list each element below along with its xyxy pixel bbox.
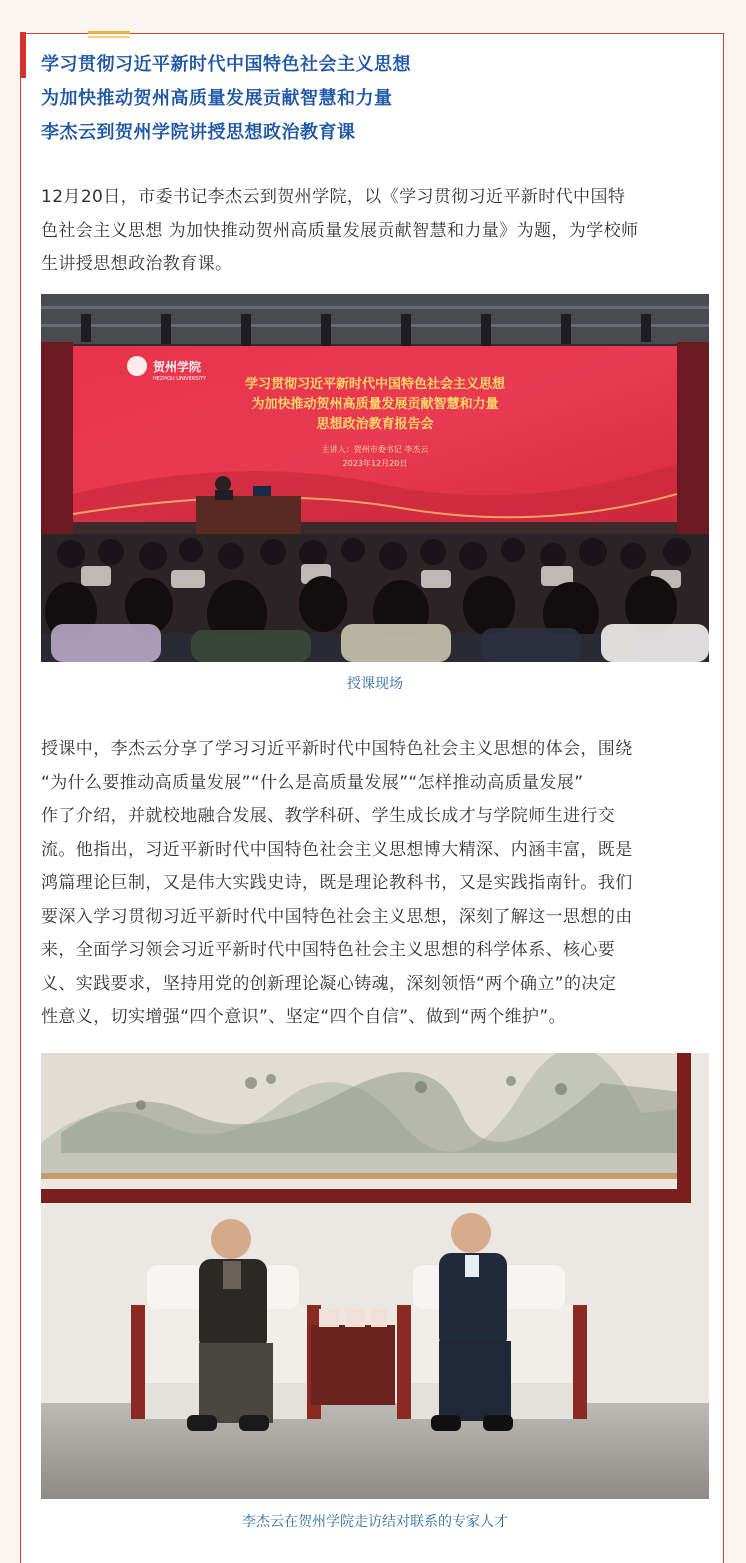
headline-line-3: 李杰云到贺州学院讲授思想政治教育课 — [41, 122, 356, 143]
intro-line: 生讲授思想政治教育课。 — [41, 254, 233, 274]
banner-logo-sub: HEZHOU UNIVERSITY — [153, 376, 206, 382]
banner-title-2: 为加快推动贺州高质量发展贡献智慧和力量 — [251, 397, 499, 412]
photo-1-caption: 授课现场 — [347, 676, 403, 692]
body-paragraph — [41, 733, 709, 1035]
body-line: 流。他指出，习近平新时代中国特色社会主义思想博大精深、内涵丰富，既是 — [41, 839, 633, 860]
body-line: 授课中，李杰云分享了学习习近平新时代中国特色社会主义思想的体会，围绕 — [41, 739, 633, 759]
meeting-photo — [41, 1053, 709, 1499]
accent-tab — [20, 32, 26, 78]
body-line: 要深入学习贯彻习近平新时代中国特色社会主义思想，深刻了解这一思想的由 — [41, 906, 633, 927]
photo-2-caption: 李杰云在贺州学院走访结对联系的专家人才 — [242, 1514, 508, 1530]
lecture-photo — [41, 294, 709, 662]
audience — [41, 534, 709, 662]
university-logo-icon — [127, 356, 147, 376]
headline-line-1: 学习贯彻习近平新时代中国特色社会主义思想 — [41, 54, 411, 75]
side-table — [311, 1325, 395, 1405]
body-line: 性意义，切实增强“四个意识”、坚定“四个自信”、做到“两个维护”。 — [41, 1007, 567, 1027]
body-line: 鸿篇理论巨制，又是伟大实践史诗，既是理论教科书，又是实践指南针。我们 — [41, 873, 633, 893]
intro-line: 12月20日，市委书记李杰云到贺州学院，以《学习贯彻习近平新时代中国特 — [41, 187, 626, 207]
body-line: 作了介绍，并就校地融合发展、教学科研、学生成长成才与学院师生进行交 — [41, 806, 616, 826]
banner-logo-text: 贺州学院 — [153, 360, 202, 374]
banner-title-3: 思想政治教育报告会 — [316, 417, 434, 432]
intro-paragraph — [41, 181, 709, 282]
intro-line: 色社会主义思想 为加快推动贺州高质量发展贡献智慧和力量》为题，为学校师 — [41, 220, 639, 241]
decor-bar — [88, 31, 130, 34]
body-line: 义、实践要求，坚持用党的创新理论凝心铸魂，深刻领悟“两个确立”的决定 — [41, 973, 617, 994]
banner-speaker: 主讲人：贺州市委书记 李杰云 — [321, 445, 429, 454]
body-line: 来，全面学习领会习近平新时代中国特色社会主义思想的科学体系、核心要 — [41, 940, 616, 960]
decor-bar-2 — [88, 36, 130, 38]
banner-title-1: 学习贯彻习近平新时代中国特色社会主义思想 — [244, 377, 506, 392]
lectern — [196, 496, 301, 536]
banner-date: 2023年12月20日 — [342, 459, 408, 468]
article-headline — [41, 48, 681, 150]
body-line: “为什么要推动高质量发展”“什么是高质量发展”“怎样推动高质量发展” — [41, 772, 584, 793]
headline-line-2: 为加快推动贺州高质量发展贡献智慧和力量 — [41, 88, 393, 109]
